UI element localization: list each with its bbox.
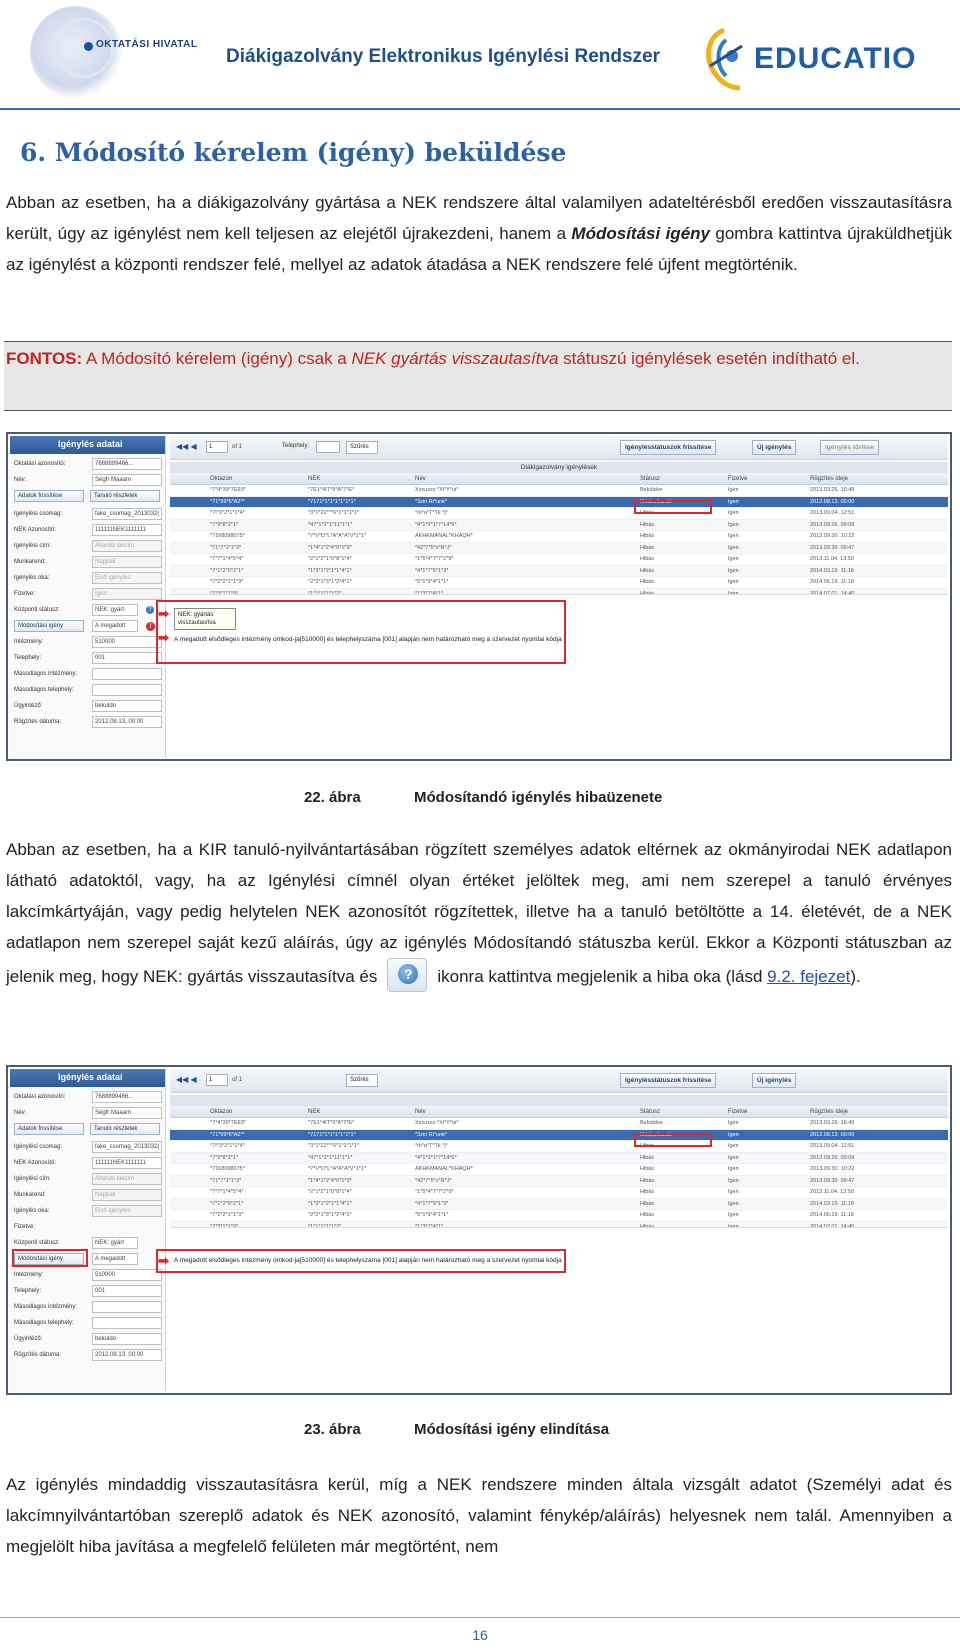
- table-row[interactable]: *7168098075* *7*V*D*L*A*A*A*V*1*1* AKHKMANAL*KHAQH* Hibás Igen 2013.09.30. 10:22: [170, 531, 948, 543]
- refresh-status-button[interactable]: Igénylésstátuszok frissítése: [620, 1073, 716, 1088]
- body-paragraph-2: Abban az esetben, ha a KIR tanuló-nyilvántartásában rögzített személyes adatok eltérnek az okmányirodai NEK adatlapon látható adatoktól, vagy, ha az Igénylési címnél olyan értéket jelöltek meg, ami nem szerepel a tanuló érvényes lakcímkártyáján, vagy pedig helytelen NEK azonosítót rögzítettek, illetve ha a tanuló betöltötte a 14. életévét, de a NEK adatlapon nem szerepel saját kezű aláírás, úgy az igénylés Módosítandó státuszba kerül. Ekkor a Központi státuszban az jelenik meg, hogy NEK: gyártás visszautasítva és? ikonra kattintva megjelenik a hiba oka (lásd 9.2. fejezet).: [6, 834, 952, 992]
- table-row[interactable]: *7*7*1*4*5*4* *2*1*2*1*0*8*1*4* *1*5*4*7*7*2*9* Hibás Igen 2013.11.04. 13:50: [170, 1187, 948, 1199]
- oktatasi-hivatal-logo-text: OKTATÁSI HIVATAL: [96, 39, 198, 50]
- figure-22-screenshot: [6, 432, 952, 761]
- new-request-button[interactable]: Új igénylés: [752, 1073, 796, 1088]
- delete-request-button[interactable]: Igénylés törlése: [820, 440, 879, 455]
- toolbar: [170, 436, 948, 460]
- table-row[interactable]: *7I*3*2*1*1*4* *3*1*22***6*1*1*1*1* *rk*a*T*Tk *j* Hibás Igen 2013.09.04. 12:51: [170, 508, 948, 520]
- figure-22-number: 22. ábra: [304, 789, 361, 806]
- page-count: of 1: [232, 444, 243, 450]
- grid-header: Oktazon NEK Név Státusz Fizetve Rögzítés ideje: [170, 1106, 948, 1118]
- refresh-data-button[interactable]: Adatok frissítése: [14, 1123, 84, 1135]
- table-row[interactable]: *7I*3*2*1*1*4* *3*1*22***6*1*1*1*1* *rk*a*T*Tk *j* Hibás Igen 2013.09.04. 12:51: [170, 1141, 948, 1153]
- site-input[interactable]: [316, 441, 340, 453]
- requests-grid: [170, 462, 948, 600]
- page-header: [0, 0, 960, 112]
- table-row[interactable]: *7*4*39*7E93* *7E1*4IT*9*A*7*E* Xxxuxxx *Xi*Y*ui* Beküldve Igen 2013.03.26. 16:49: [170, 1118, 948, 1130]
- site-label: Telephely:: [282, 443, 310, 449]
- details-panel: Igénylés adatai Oktatási azonosító: 7688899466... Név: Ségfr Maaam Adatok frissítése Tanuló részletek Igénylési csomag: fake_csomag_2013032( NEK Azonosító: 111111NEK1111111 Igénylési cím: Állandó lakcím Munkarend: Nappali Igénylés oka: Első igénylés Fizetve: Igen Központi státusz: NEK: gyárt ? Módosítási igény A megadott ! Intézmény: 510000 Telephely: 001 Másodlagos intézmény: Másodlagos telephely: Ügyintéző: bekuldo Rögzítés dátuma: 2012.08.13. 00:00: [10, 436, 166, 757]
- table-row[interactable]: *7*4*39*7E93* *7E1*4IT*9*A*7*E* Xxxuxxx *Xi*Y*ui* Beküldve Igen 2013.03.26. 16:49: [170, 485, 948, 497]
- body-paragraph-3: Az igénylés mindaddig visszautasításra kerül, míg a NEK rendszere minden általa vizsgált adatot (Személyi adat és lakcímnyilvántartóban szereplő adatok és NEK azonosító, valamint fénykép/aláírás) helyesnek nem talál. Amennyiben a megjelölt hiba javítása a megfelelő felületen már megtörtént, nem: [6, 1475, 952, 1556]
- table-row[interactable]: *7*9*8*2*1* *47*1*2*1*11*1*1* *4*1*9*1*7*14*6* Hibás Igen 2013.09.26. 09:09: [170, 1153, 948, 1165]
- figure-22-caption: Módosítandó igénylés hibaüzenete: [414, 789, 663, 806]
- highlight-status: [634, 500, 712, 514]
- details-panel-title: Igénylés adatai: [10, 436, 165, 454]
- figure-23-caption: Módosítási igény elindítása: [414, 1421, 610, 1438]
- toolbar: [170, 1069, 948, 1093]
- help-icon[interactable]: ?: [146, 606, 154, 614]
- table-row[interactable]: *7168098075* *7*V*D*L*A*A*A*V*1*1* AKHKMANAL*KHAQH* Hibás Igen 2013.09.30. 10:22: [170, 1164, 948, 1176]
- details-panel-title: Igénylés adatai: [10, 1069, 165, 1087]
- page-count: of 1: [232, 1077, 243, 1083]
- header-title: Diákigazolvány Elektronikus Igénylési Rendszer: [226, 46, 660, 67]
- table-row[interactable]: *7*9*8*2*1* *47*1*2*1*11*1*1* *4*1*9*1*7*14*6* Hibás Igen 2013.09.26. 09:09: [170, 520, 948, 532]
- table-row-selected[interactable]: *71*99*6*A2** *7171*1*1*1*1*1*1* *3ziri Ri*unk* Módosítandó Igen 2012.08.13. 00:00: [170, 497, 948, 509]
- grid-title: [170, 1095, 948, 1106]
- table-row[interactable]: *71*7*1*1*3* *1*4*1*2*4*0*1*3* *42*7*5*x*R*J* Hibás Igen 2013.09.30. 09:47: [170, 1176, 948, 1188]
- table-row[interactable]: *7*2*2*1*1*3* *2*2*1*3*1*2*4*1* *5*1*9*4*1*1* Hibás Igen 2014.06.19. 11:18: [170, 1210, 948, 1222]
- highlight-status: [634, 1133, 712, 1147]
- table-row-selected[interactable]: *71*99*6*A2** *7171*1*1*1*1*1*1* *3ziri Ri*unk* Módosítandó Igen 2012.08.13. 00:00: [170, 1130, 948, 1142]
- table-row[interactable]: *7*2*2*1*1*3* *2*2*1*3*1*2*4*1* *5*1*9*4*1*1* Hibás Igen 2014.06.19. 11:18: [170, 577, 948, 589]
- figure-23-screenshot: [6, 1065, 952, 1395]
- status-tooltip: NEK: gyártás visszautasítva: [174, 608, 236, 630]
- chapter-link[interactable]: 9.2. fejezet: [767, 967, 851, 986]
- refresh-status-button[interactable]: Igénylésstátuszok frissítése: [620, 440, 716, 455]
- pager-nav-icon[interactable]: ◀◀ ◀: [176, 442, 197, 451]
- pager-nav-icon[interactable]: ◀◀ ◀: [176, 1075, 197, 1084]
- modification-request-button[interactable]: Módosítási igény: [14, 1253, 84, 1265]
- oktatasi-hivatal-logo: [30, 6, 210, 98]
- error-message: A megadott elsődleges intézmény omkod-ja[510000] és telephelyszáma [001] alapján nem határozható meg a szervezet nyomtai kódja: [174, 1257, 562, 1264]
- highlight-modify-button: [12, 1249, 88, 1267]
- intro-paragraph: Abban az esetben, ha a diákigazolvány gyártása a NEK rendszere által valamilyen adateltérésből eredően visszautasításra került, úgy az igénylést nem kell teljesen az elejétől újrakezdeni, hanem a Módosítási igény gombra kattintva újraküldhetjük az igénylést a központi rendszer felé, mellyel az adatok átadása a NEK rendszere felé újfent megtörténik.: [6, 193, 952, 274]
- important-note: FONTOS: A Módosító kérelem (igény) csak a NEK gyártás visszautasítva státuszú igénylések esetén indítható el.: [6, 349, 860, 368]
- help-question-icon: [387, 958, 427, 992]
- details-panel: Igénylés adatai Oktatási azonosító: 7688899466... Név: Ségfr Maaam Adatok frissítése Tanuló részletek Igénylési csomag: fake_csomag_2013032( NEK Azonosító: 111111NEK1111111 Igénylési cím: Állandó lakcím Munkarend: Nappali Igénylés oka: Első igénylés Fizetve: Központi státusz: NEK: gyárt Módosítási igény A megadott Intézmény: 510000 Telephely: 001 Másodlagos intézmény: Másodlagos telephely: Ügyintéző: bekuldo Rögzítés dátuma: 2012.08.13. 00:00: [10, 1069, 166, 1391]
- page-number: 16: [472, 1627, 488, 1643]
- error-message: A megadott elsődleges intézmény omkod-ja[510000] és telephelyszáma [001] alapján nem határozható meg a szervezet nyomtai kódja: [174, 636, 562, 643]
- filter-button[interactable]: Szűrés: [346, 1074, 378, 1087]
- table-row[interactable]: *7*1*2*5*2*1* *1*3*1*2*1*1*4*1* *4*1*7*5*1*3* Hibás Igen 2014.03.19. 11:18: [170, 1199, 948, 1211]
- arrow-icon: ➡: [158, 606, 169, 621]
- page-input[interactable]: 1: [206, 441, 228, 453]
- student-details-button[interactable]: Tanuló részletek: [90, 1123, 160, 1135]
- arrow-icon: ➡: [158, 630, 169, 645]
- table-row[interactable]: *7*7*1*4*5*4* *2*1*2*1*0*8*1*4* *1*5*4*7*7*2*9* Hibás Igen 2013.11.04. 13:50: [170, 554, 948, 566]
- grid-header: Oktazon NEK Név Státusz Fizetve Rögzítés ideje: [170, 473, 948, 485]
- refresh-data-button[interactable]: Adatok frissítése: [14, 490, 84, 502]
- grid-title: Diákigazolvány igénylések: [170, 462, 948, 473]
- new-request-button[interactable]: Új igénylés: [752, 440, 796, 455]
- section-heading: 6. Módosító kérelem (igény) beküldése: [20, 138, 567, 167]
- page-input[interactable]: 1: [206, 1074, 228, 1086]
- header-divider: [0, 108, 960, 110]
- error-icon[interactable]: !: [146, 622, 155, 631]
- filter-button[interactable]: Szűrés: [346, 441, 378, 454]
- table-row[interactable]: *7*1*2*5*2*1* *1*3*1*2*1*1*4*1* *4*1*7*5*1*3* Hibás Igen 2014.03.19. 11:18: [170, 566, 948, 578]
- requests-grid: [170, 1095, 948, 1233]
- arrow-icon: ➡: [158, 1253, 169, 1268]
- educatio-logo: [696, 26, 936, 92]
- educatio-logo-text: EDUCATIO: [754, 42, 917, 75]
- student-details-button[interactable]: Tanuló részletek: [90, 490, 160, 502]
- figure-23-number: 23. ábra: [304, 1421, 361, 1438]
- table-row[interactable]: *71*7*1*1*3* *1*4*1*2*4*0*1*3* *42*7*5*x*R*J* Hibás Igen 2013.09.30. 09:47: [170, 543, 948, 555]
- footer-divider: [0, 1617, 960, 1618]
- modification-request-button[interactable]: Módosítási igény: [14, 620, 84, 632]
